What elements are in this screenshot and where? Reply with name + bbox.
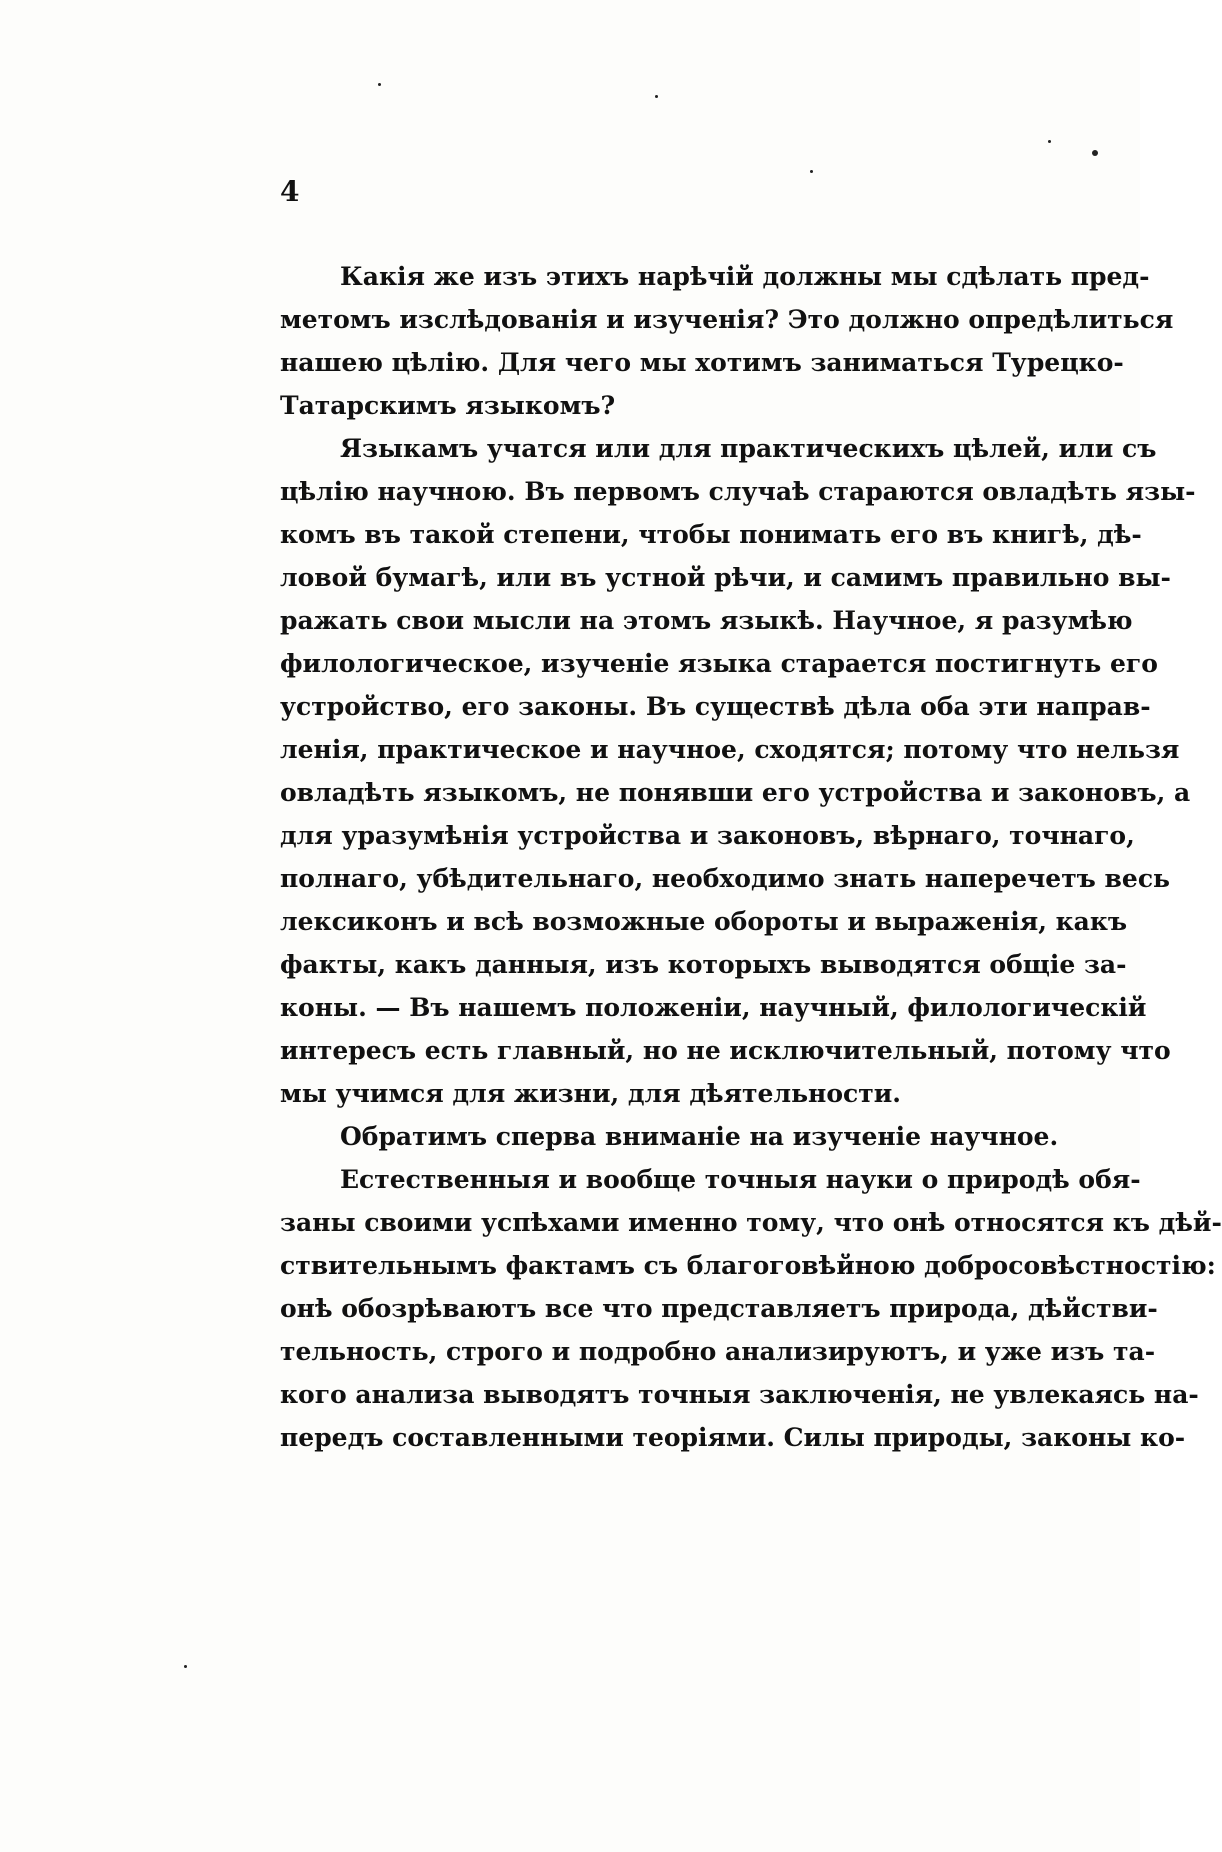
text-line: Языкамъ учатся или для практическихъ цѣлей, или съ (340, 434, 1157, 463)
text-line: филологическое, изученіе языка старается постигнуть его (280, 649, 1158, 678)
print-speck (655, 95, 658, 98)
text-line: Какія же изъ этихъ нарѣчій должны мы сдѣлать пред- (340, 262, 1150, 291)
text-line: интересъ есть главный, но не исключительный, потому что (280, 1036, 1171, 1065)
page-number: 4 (280, 175, 300, 208)
text-line: коны. — Въ нашемъ положеніи, научный, филологическій (280, 993, 1147, 1022)
text-line: кого анализа выводятъ точныя заключенія, не увлекаясь на- (280, 1380, 1199, 1409)
text-line: овладѣть языкомъ, не понявши его устройства и законовъ, а (280, 778, 1191, 807)
text-line: устройство, его законы. Въ существѣ дѣла оба эти направ- (280, 692, 1151, 721)
text-line: метомъ изслѣдованія и изученія? Это должно опредѣлиться (280, 305, 1174, 334)
print-speck (810, 170, 813, 173)
text-line: Обратимъ сперва вниманіе на изученіе научное. (340, 1122, 1059, 1151)
text-line: комъ въ такой степени, чтобы понимать его въ книгѣ, дѣ- (280, 520, 1142, 549)
text-line: заны своими успѣхами именно тому, что онѣ относятся къ дѣй- (280, 1208, 1222, 1237)
print-speck (184, 1665, 187, 1668)
print-speck (1048, 140, 1051, 143)
text-line: ловой бумагѣ, или въ устной рѣчи, и самимъ правильно вы- (280, 563, 1171, 592)
text-line: тельность, строго и подробно анализируютъ, и уже изъ та- (280, 1337, 1156, 1366)
print-speck (1092, 150, 1098, 156)
text-line: передъ составленными теоріями. Силы природы, законы ко- (280, 1423, 1186, 1452)
text-line: для уразумѣнія устройства и законовъ, вѣрнаго, точнаго, (280, 821, 1135, 850)
text-line: Естественныя и вообще точныя науки о природѣ обя- (340, 1165, 1141, 1194)
text-line: полнаго, убѣдительнаго, необходимо знать наперечетъ весь (280, 864, 1171, 893)
text-line: цѣлію научною. Въ первомъ случаѣ стараются овладѣть язы- (280, 477, 1196, 506)
text-line: лексиконъ и всѣ возможные обороты и выраженія, какъ (280, 907, 1128, 936)
body-text (280, 255, 1222, 1459)
text-line: ражать свои мысли на этомъ языкѣ. Научное, я разумѣю (280, 606, 1133, 635)
text-line: нашею цѣлію. Для чего мы хотимъ заниматься Турецко- (280, 348, 1124, 377)
text-line: мы учимся для жизни, для дѣятельности. (280, 1079, 901, 1108)
text-line: ствительнымъ фактамъ съ благоговѣйною добросовѣстностію: (280, 1251, 1216, 1280)
print-speck (378, 83, 381, 86)
text-line: Татарскимъ языкомъ? (280, 391, 616, 420)
text-line: ленія, практическое и научное, сходятся; потому что нельзя (280, 735, 1180, 764)
text-line: онѣ обозрѣваютъ все что представляетъ природа, дѣйстви- (280, 1294, 1158, 1323)
text-line: факты, какъ данныя, изъ которыхъ выводятся общіе за- (280, 950, 1127, 979)
